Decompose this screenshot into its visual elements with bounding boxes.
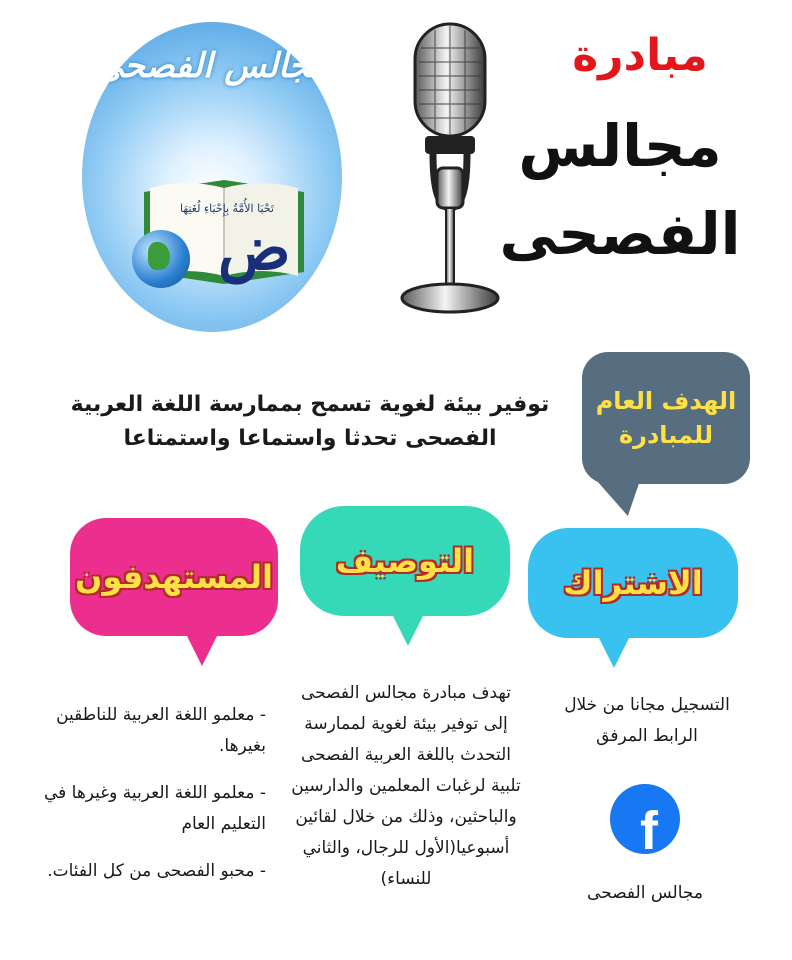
goal-bubble [582,352,750,484]
title-initiative: مبادرة [572,30,708,81]
logo-letter: ض [218,214,291,284]
target-label: المستهدفون [75,558,273,596]
facebook-icon[interactable]: f [610,784,680,854]
goal-text: توفير بيئة لغوية تسمح بممارسة اللغة العربية الفصحى تحدثا واستماعا واستمتاعا [70,392,550,451]
target-list [40,700,266,903]
description-label: التوصيف [335,542,475,580]
target-item: - معلمو اللغة العربية وغيرها في التعليم العام [43,783,266,834]
globe-icon [132,230,190,288]
target-bubble-tail [186,634,218,666]
goal-bubble-tail [596,480,652,516]
title-fusha: الفصحى [499,200,741,268]
description-text: تهدف مبادرة مجالس الفصحى إلى توفير بيئة لغوية لممارسة التحدث باللغة العربية الفصحى تلبية لرغبات المعلمين والدارسين والباحثين، وذلك من خلال لقائين أسبوعيا(الأول للرجال، والثاني للنساء) [291,683,521,889]
join-label: الاشتراك [563,564,703,602]
join-text: التسجيل مجانا من خلال الرابط المرفق [564,695,730,746]
title-majalis: مجالس [518,112,722,180]
description-bubble-tail [392,614,424,646]
logo-book-text: تَحْيَا الأُمَّةُ بِإِحْيَاءِ لُغَتِهَا [180,202,274,215]
target-bubble [70,518,278,636]
initiative-logo [82,22,342,332]
target-item: - معلمو اللغة العربية للناطقين بغيرها. [56,705,266,756]
microphone-icon [395,18,505,318]
description-bubble [300,506,510,616]
join-bubble [528,528,738,638]
logo-title: مجالس الفصحى [95,46,329,86]
join-bubble-tail [598,636,630,668]
target-item: - محبو الفصحى من كل الفئات. [47,861,266,881]
goal-bubble-label: الهدف العام للمبادرة [595,387,737,449]
facebook-page-label[interactable]: مجالس الفصحى [587,883,703,903]
